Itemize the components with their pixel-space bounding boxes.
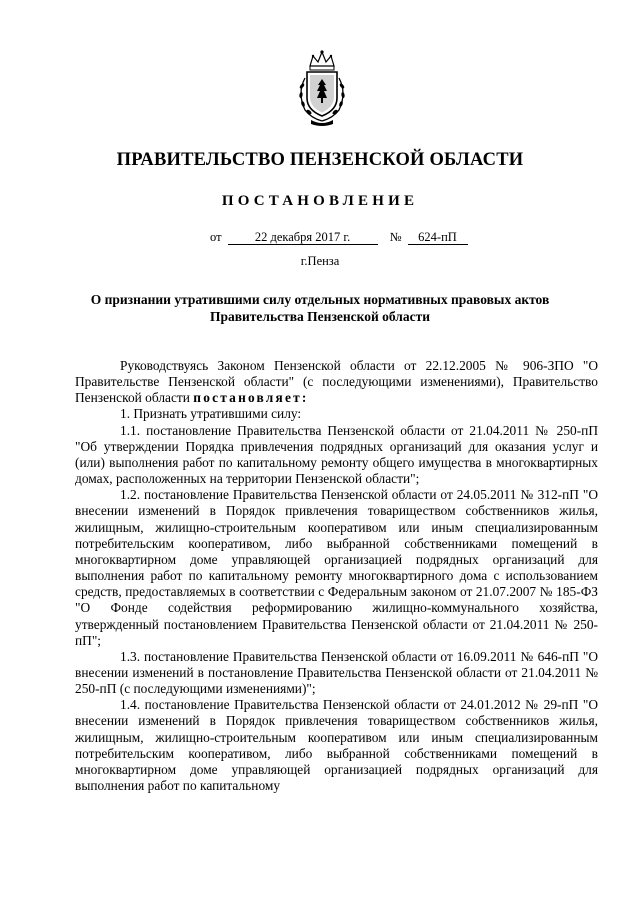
city: г.Пенза — [300, 254, 340, 268]
government-title: ПРАВИТЕЛЬСТВО ПЕНЗЕНСКОЙ ОБЛАСТИ — [116, 150, 524, 170]
preamble-text: Руководствуясь Законом Пензенской области от 22.12.2005 № 906-ЗПО "О Правительстве Пензенской области" (с последующими изменениями), Правительство Пензенской области — [75, 358, 598, 406]
coat-of-arms-emblem — [293, 48, 351, 128]
item-1-4: 1.4. постановление Правительства Пензенской области от 24.01.2012 № 29-пП "О внесении изменений в Порядок привлечения товариществом собственников жилья, жилищным, жилищно-строительным кооперативом или иным специализированным потребительским кооперативом, либо выбранной собственниками помещений в многоквартирном доме управляющей организацией подрядных организаций для выполнения работ по капитальному — [75, 697, 598, 794]
item-1-3: 1.3. постановление Правительства Пензенской области от 16.09.2011 № 646-пП "О внесении изменений в постановление Правительства Пензенской области от 21.04.2011 № 250-пП (с последующими изменениями)"; — [75, 648, 598, 697]
document-type: ПОСТАНОВЛЕНИЕ — [221, 193, 419, 209]
document-number: 624-пП — [408, 230, 468, 245]
point-1: 1. Признать утратившими силу: — [120, 406, 302, 422]
document-subject: О признании утратившими силу отдельных нормативных правовых актов Правительства Пензенской области — [90, 292, 550, 324]
document-date: 22 декабря 2017 г. — [228, 230, 378, 245]
number-prefix: № — [389, 230, 402, 244]
date-number-line — [210, 230, 468, 245]
date-prefix: от — [210, 230, 222, 244]
document-body — [75, 358, 598, 794]
preamble-paragraph — [75, 358, 598, 406]
item-1-2: 1.2. постановление Правительства Пензенской области от 24.05.2011 № 312-пП "О внесении изменений в Порядок привлечения товариществом собственников жилья, жилищным, жилищно-строительным кооперативом или иным специализированным потребительским кооперативом, либо выбранной собственниками помещений в многоквартирном доме управляющей организацией подрядных организаций для выполнения работ по капитальному ремонту многоквартирного дома с использованием средств, предоставляемых в соответствии с Федеральным законом от 21.07.2007 № 185-ФЗ "О Фонде содействия реформированию жилищно-коммунального хозяйства, утвержденный постановлением Правительства Пензенской области от 21.04.2011 № 250-пП"; — [75, 487, 598, 648]
resolves-word: постановляет: — [193, 390, 309, 406]
item-1-1: 1.1. постановление Правительства Пензенской области от 21.04.2011 № 250-пП "Об утверждении Порядка привлечения подрядных организаций для оказания услуг и (или) выполнения работ по капитальному ремонту общего имущества в многоквартирных домах, расположенных на территории Пензенской области"; — [75, 422, 598, 487]
